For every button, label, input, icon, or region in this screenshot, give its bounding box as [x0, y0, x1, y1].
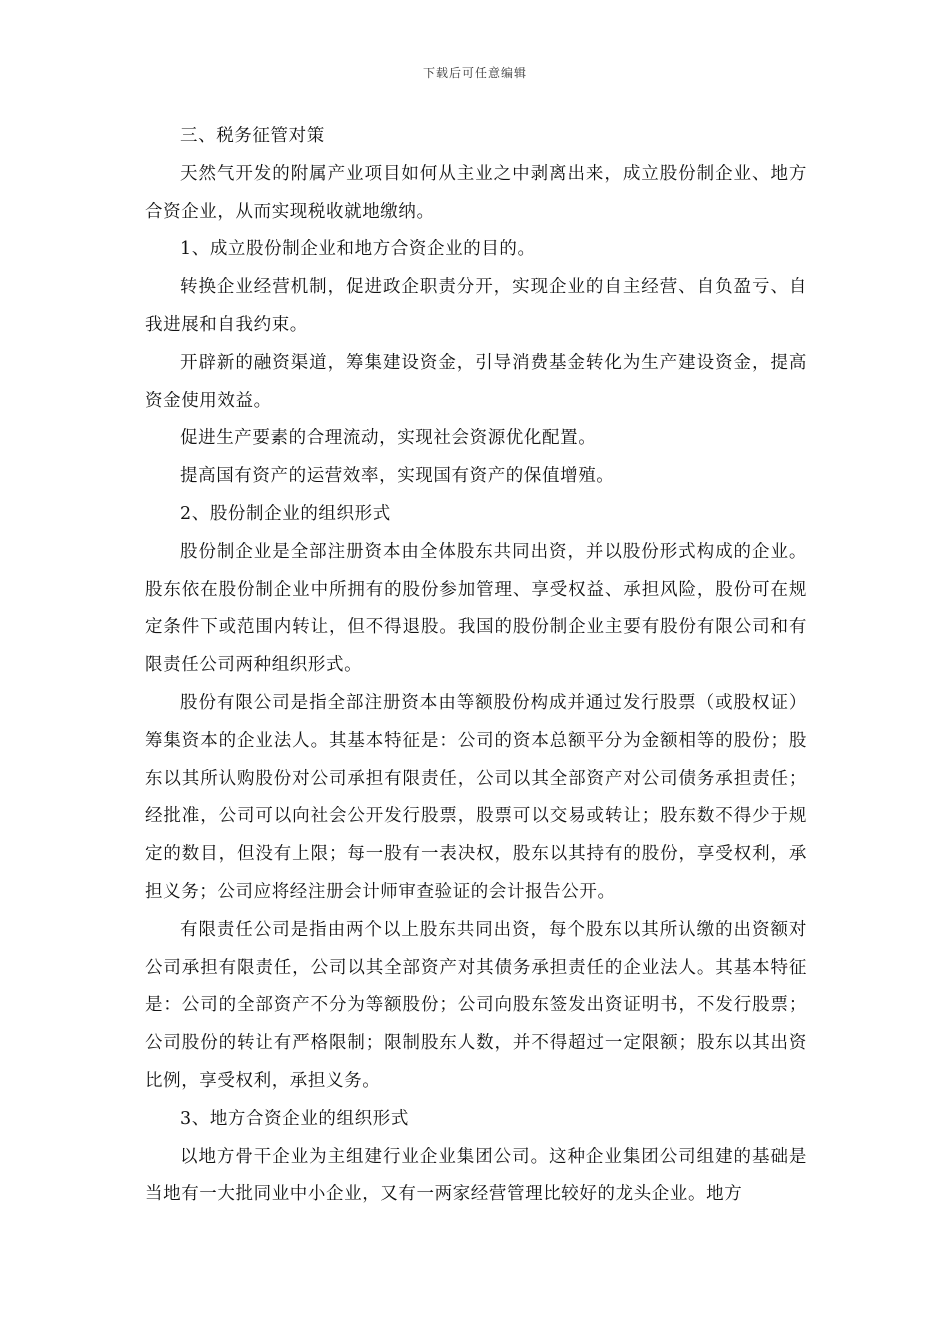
- paragraph: 股份有限公司是指全部注册资本由等额股份构成并通过发行股票（或股权证）筹集资本的企业法人。其基本特征是：公司的资本总额平分为金额相等的股份；股东以其所认购股份对公司承担有限责任，公司以其全部资产对公司债务承担责任；经批准，公司可以向社会公开发行股票，股票可以交易或转让；股东数不得少于规定的数目，但没有上限；每一股有一表决权，股东以其持有的股份，享受权利，承担义务；公司应将经注册会计师审查验证的会计报告公开。: [145, 692, 807, 902]
- paragraph: 以地方骨干企业为主组建行业企业集团公司。这种企业集团公司组建的基础是当地有一大批同业中小企业，又有一两家经营管理比较好的龙头企业。地方: [145, 1146, 807, 1205]
- page-header: 下载后可任意编辑: [422, 66, 527, 80]
- document-body: [145, 118, 807, 1214]
- paragraph: 股份制企业是全部注册资本由全体股东共同出资，并以股份形式构成的企业。股东依在股份制企业中所拥有的股份参加管理、享受权益、承担风险，股份可在规定条件下或范围内转让，但不得退股。我国的股份制企业主要有股份有限公司和有限责任公司两种组织形式。: [145, 541, 807, 676]
- paragraph: 开辟新的融资渠道，筹集建设资金，引导消费基金转化为生产建设资金，提高资金使用效益。: [145, 352, 807, 411]
- section-heading: 三、税务征管对策: [180, 126, 325, 146]
- subsection-heading: 2、股份制企业的组织形式: [180, 503, 391, 524]
- paragraph: 天然气开发的附属产业项目如何从主业之中剥离出来，成立股份制企业、地方合资企业，从而实现税收就地缴纳。: [145, 163, 807, 222]
- paragraph: 提高国有资产的运营效率，实现国有资产的保值增殖。: [180, 466, 615, 487]
- paragraph: 促进生产要素的合理流动，实现社会资源优化配置。: [180, 428, 597, 449]
- paragraph: 转换企业经营机制，促进政企职责分开，实现企业的自主经营、自负盈亏、自我进展和自我约束。: [145, 277, 807, 335]
- subsection-heading: 1、成立股份制企业和地方合资企业的目的。: [180, 239, 536, 260]
- subsection-heading: 3、地方合资企业的组织形式: [180, 1108, 409, 1129]
- paragraph: 有限责任公司是指由两个以上股东共同出资，每个股东以其所认缴的出资额对公司承担有限责任，公司以其全部资产对其债务承担责任的企业法人。其基本特征是：公司的全部资产不分为等额股份；公司向股东签发出资证明书，不发行股票；公司股份的转让有严格限制；限制股东人数，并不得超过一定限额；股东以其出资比例，享受权利，承担义务。: [145, 919, 807, 1091]
